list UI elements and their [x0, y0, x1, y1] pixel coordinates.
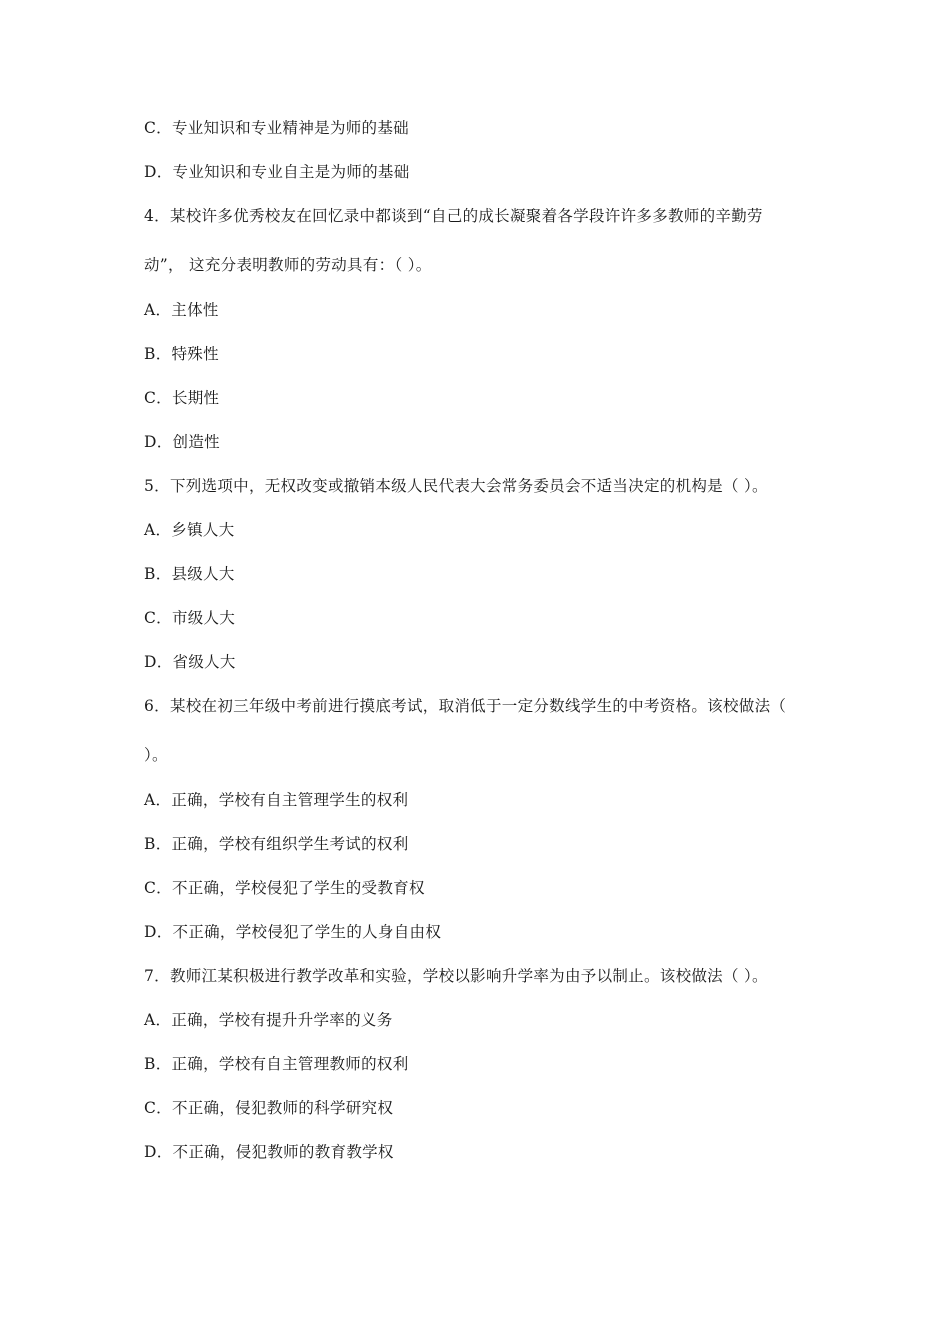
question-6-line-1: 6．某校在初三年级中考前进行摸底考试，取消低于一定分数线学生的中考资格。该校做法（ — [144, 697, 787, 715]
option-7b: B．正确，学校有自主管理教师的权利 — [144, 1055, 409, 1073]
option-7d: D．不正确，侵犯教师的教育教学权 — [144, 1143, 394, 1161]
option-7a: A．正确，学校有提升升学率的义务 — [144, 1011, 393, 1029]
question-7: 7．教师江某积极进行教学改革和实验，学校以影响升学率为由予以制止。该校做法（ ）。 — [144, 967, 768, 985]
option-4b: B．特殊性 — [144, 345, 219, 363]
option-5b: B．县级人大 — [144, 565, 235, 583]
option-5c: C．市级人大 — [144, 609, 236, 627]
option-6b: B．正确，学校有组织学生考试的权利 — [144, 835, 409, 853]
question-4-line-1: 4．某校许多优秀校友在回忆录中都谈到“自己的成长凝聚着各学段许许多多教师的辛勤劳 — [144, 207, 763, 225]
option-6a: A．正确，学校有自主管理学生的权利 — [144, 791, 409, 809]
option-7c: C．不正确，侵犯教师的科学研究权 — [144, 1099, 394, 1117]
question-6-line-2: ）。 — [144, 746, 168, 764]
option-5a: A．乡镇人大 — [144, 521, 235, 539]
option-6c: C．不正确，学校侵犯了学生的受教育权 — [144, 879, 425, 897]
option-4d: D．创造性 — [144, 433, 220, 451]
option-4a: A．主体性 — [144, 301, 219, 319]
question-4-line-2: 动”， 这充分表明教师的劳动具有：（ ）。 — [144, 256, 432, 274]
option-3c: C．专业知识和专业精神是为师的基础 — [144, 119, 409, 137]
option-6d: D．不正确，学校侵犯了学生的人身自由权 — [144, 923, 442, 941]
question-5: 5．下列选项中，无权改变或撤销本级人民代表大会常务委员会不适当决定的机构是（ ）。 — [144, 477, 768, 495]
option-4c: C．长期性 — [144, 389, 220, 407]
option-5d: D．省级人大 — [144, 653, 236, 671]
option-3d: D．专业知识和专业自主是为师的基础 — [144, 163, 410, 181]
